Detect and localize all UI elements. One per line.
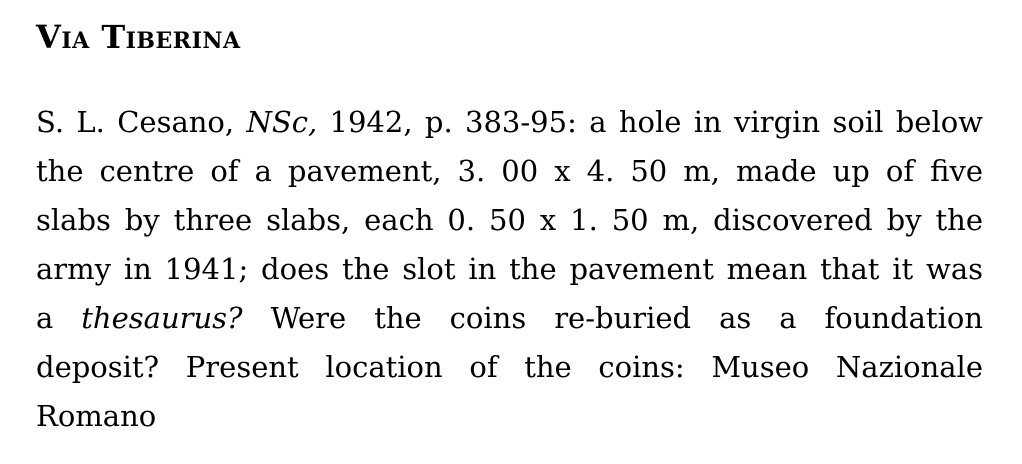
body-paragraph [36, 98, 983, 441]
text-segment: army in 1941; does the slot in the pavement mean that it was [36, 252, 983, 287]
paragraph-line-last [36, 392, 983, 441]
text-segment: the centre of a pavement, 3. 00 x 4. 50 m, made up of five [36, 154, 983, 189]
text-segment: Were the coins re-buried as a foundation [242, 301, 983, 336]
text-segment: S. L. Cesano, [36, 105, 247, 140]
paragraph-line [36, 245, 983, 294]
paragraph-line [36, 147, 983, 196]
text-segment: slabs by three slabs, each 0. 50 x 1. 50 m, discovered by the [36, 203, 983, 238]
text-segment-italic: NSc, [246, 105, 318, 140]
text-segment-italic: thesaurus? [81, 301, 243, 336]
text-segment: 1942, p. 383-95: a hole in virgin soil below [317, 105, 983, 140]
paragraph-line [36, 343, 983, 392]
paragraph-line [36, 196, 983, 245]
paragraph-line [36, 294, 983, 343]
text-segment: a [36, 301, 82, 336]
text-segment: Romano [36, 399, 157, 434]
page-title: Via Tiberina [36, 18, 241, 56]
paragraph-line [36, 98, 983, 147]
text-segment: deposit? Present location of the coins: Museo Nazionale [36, 350, 983, 385]
